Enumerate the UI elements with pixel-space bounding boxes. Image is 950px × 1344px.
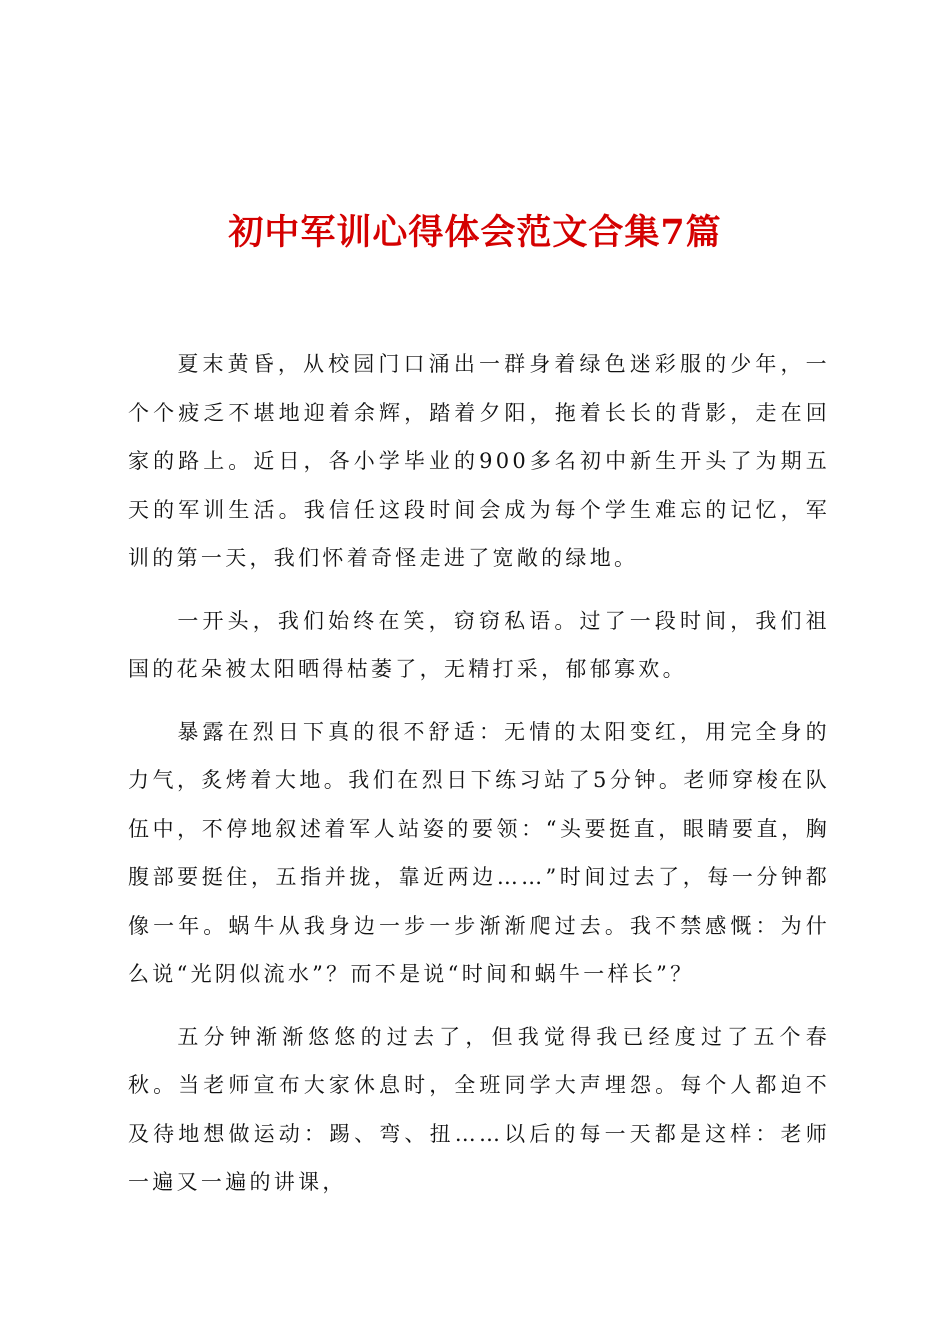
paragraph: 夏末黄昏，从校园门口涌出一群身着绿色迷彩服的少年，一个个疲乏不堪地迎着余辉，踏着夕阳，拖着长长的背影，走在回家的路上。近日，各小学毕业的900多名初中新生开头了为期五天的军训生活。我信任这段时间会成为每个学生难忘的记忆，军训的第一天，我们怀着奇怪走进了宽敞的绿地。 <box>128 352 830 570</box>
paragraph: 一开头，我们始终在笑，窃窃私语。过了一段时间，我们祖国的花朵被太阳晒得枯萎了，无精打采，郁郁寡欢。 <box>128 608 830 681</box>
paragraph: 暴露在烈日下真的很不舒适：无情的太阳变红，用完全身的力气，炙烤着大地。我们在烈日下练习站了5分钟。老师穿梭在队伍中，不停地叙述着军人站姿的要领：“头要挺直，眼睛要直，胸腹部要挺住，五指并拢，靠近两边……”时间过去了，每一分钟都像一年。蜗牛从我身边一步一步渐渐爬过去。我不禁感慨：为什么说“光阴似流水”？而不是说“时间和蜗牛一样长”？ <box>128 719 830 986</box>
document-title: 初中军训心得体会范文合集7篇 <box>228 212 722 253</box>
document-body <box>128 340 830 1221</box>
paragraph: 五分钟渐渐悠悠的过去了，但我觉得我已经度过了五个春秋。当老师宣布大家休息时，全班同学大声埋怨。每个人都迫不及待地想做运动：踢、弯、扭……以后的每一天都是这样：老师一遍又一遍的讲课， <box>128 1024 830 1194</box>
